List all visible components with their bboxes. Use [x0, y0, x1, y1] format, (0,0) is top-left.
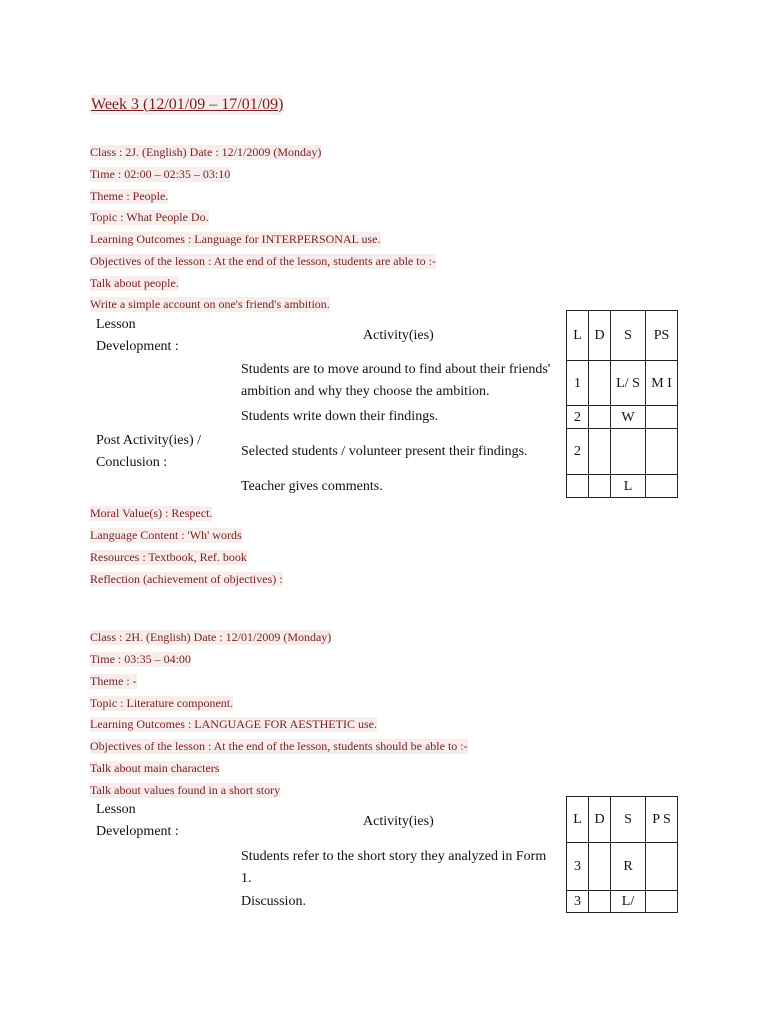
grid-cell: L/ S [611, 361, 646, 406]
lesson2-skills-grid [566, 796, 678, 913]
grid-cell: 3 [567, 843, 589, 891]
grid-cell: L [611, 475, 646, 498]
lesson1-resources: Resources : Textbook, Ref. book [90, 550, 247, 564]
lesson1-learning-outcomes: Learning Outcomes : Language for INTERPERSONAL use. [90, 232, 381, 246]
grid-cell: 2 [567, 406, 589, 429]
grid-cell [646, 843, 678, 891]
lesson1-activity-header: Activity(ies) [363, 328, 434, 343]
grid-header-cell: L [567, 797, 589, 843]
grid-cell [589, 475, 611, 498]
grid-cell [646, 891, 678, 913]
lesson1-objective-item: Write a simple account on one's friend's ambition. [90, 297, 330, 311]
lesson1-reflection: Reflection (achievement of objectives) : [90, 572, 283, 586]
grid-header-cell: S [611, 311, 646, 361]
lesson1-post-activity-label: Post Activity(ies) / Conclusion : [96, 433, 201, 470]
grid-row [567, 429, 678, 475]
lesson1-objective-item: Talk about people. [90, 276, 179, 290]
lesson2-activity-2: Discussion. [241, 894, 306, 909]
grid-cell [646, 429, 678, 475]
lesson1-class: Class : 2J. (English) Date : 12/1/2009 (Monday) [90, 145, 322, 159]
lesson1-moral-values: Moral Value(s) : Respect. [90, 506, 213, 520]
lesson1-skills-grid [566, 310, 678, 498]
grid-cell: M I [646, 361, 678, 406]
grid-cell [589, 891, 611, 913]
grid-cell: 2 [567, 429, 589, 475]
lesson1-activity-2: Students write down their findings. [241, 409, 439, 424]
grid-row [567, 891, 678, 913]
lesson2-theme: Theme : - [90, 674, 137, 688]
grid-row [567, 843, 678, 891]
grid-header-row [567, 797, 678, 843]
grid-cell: W [611, 406, 646, 429]
lesson1-development-label: Lesson Development : [96, 317, 179, 354]
lesson2-activity-1: Students refer to the short story they analyzed in Form 1. [241, 849, 547, 886]
grid-cell [589, 429, 611, 475]
grid-header-cell: S [611, 797, 646, 843]
grid-cell [589, 361, 611, 406]
lesson1-topic: Topic : What People Do. [90, 210, 209, 224]
grid-header-cell: L [567, 311, 589, 361]
lesson2-class: Class : 2H. (English) Date : 12/01/2009 (Monday) [90, 630, 332, 644]
grid-cell: 3 [567, 891, 589, 913]
lesson2-learning-outcomes: Learning Outcomes : LANGUAGE FOR AESTHETIC use. [90, 717, 377, 731]
grid-row [567, 475, 678, 498]
grid-header-cell: D [589, 311, 611, 361]
lesson1-theme: Theme : People. [90, 189, 169, 203]
grid-cell [589, 406, 611, 429]
grid-cell [567, 475, 589, 498]
grid-cell: R [611, 843, 646, 891]
lesson1-objectives: Objectives of the lesson : At the end of the lesson, students are able to :- [90, 254, 436, 268]
lesson2-objectives: Objectives of the lesson : At the end of the lesson, students should be able to :- [90, 739, 468, 753]
grid-cell: L/ [611, 891, 646, 913]
lesson2-activity-header: Activity(ies) [363, 814, 434, 829]
grid-cell: 1 [567, 361, 589, 406]
week-title: Week 3 (12/01/09 – 17/01/09) [91, 96, 284, 113]
grid-cell [589, 843, 611, 891]
grid-row [567, 361, 678, 406]
grid-header-cell: D [589, 797, 611, 843]
grid-header-cell: PS [646, 311, 678, 361]
lesson1-time: Time : 02:00 – 02:35 – 03:10 [90, 167, 231, 181]
lesson2-objective-item: Talk about main characters [90, 761, 220, 775]
grid-cell [646, 475, 678, 498]
lesson2-development-label: Lesson Development : [96, 802, 179, 839]
grid-header-row [567, 311, 678, 361]
grid-cell [611, 429, 646, 475]
lesson2-topic: Topic : Literature component. [90, 696, 234, 710]
grid-row [567, 406, 678, 429]
lesson1-activity-4: Teacher gives comments. [241, 479, 383, 494]
lesson1-activity-1: Students are to move around to find about their friends' ambition and why they choose the ambition. [241, 362, 551, 399]
lesson1-language-content: Language Content : 'Wh' words [90, 528, 242, 542]
lesson2-objective-item: Talk about values found in a short story [90, 783, 281, 797]
lesson1-activity-3: Selected students / volunteer present their findings. [241, 444, 528, 459]
grid-header-cell: P S [646, 797, 678, 843]
lesson2-time: Time : 03:35 – 04:00 [90, 652, 191, 666]
grid-cell [646, 406, 678, 429]
